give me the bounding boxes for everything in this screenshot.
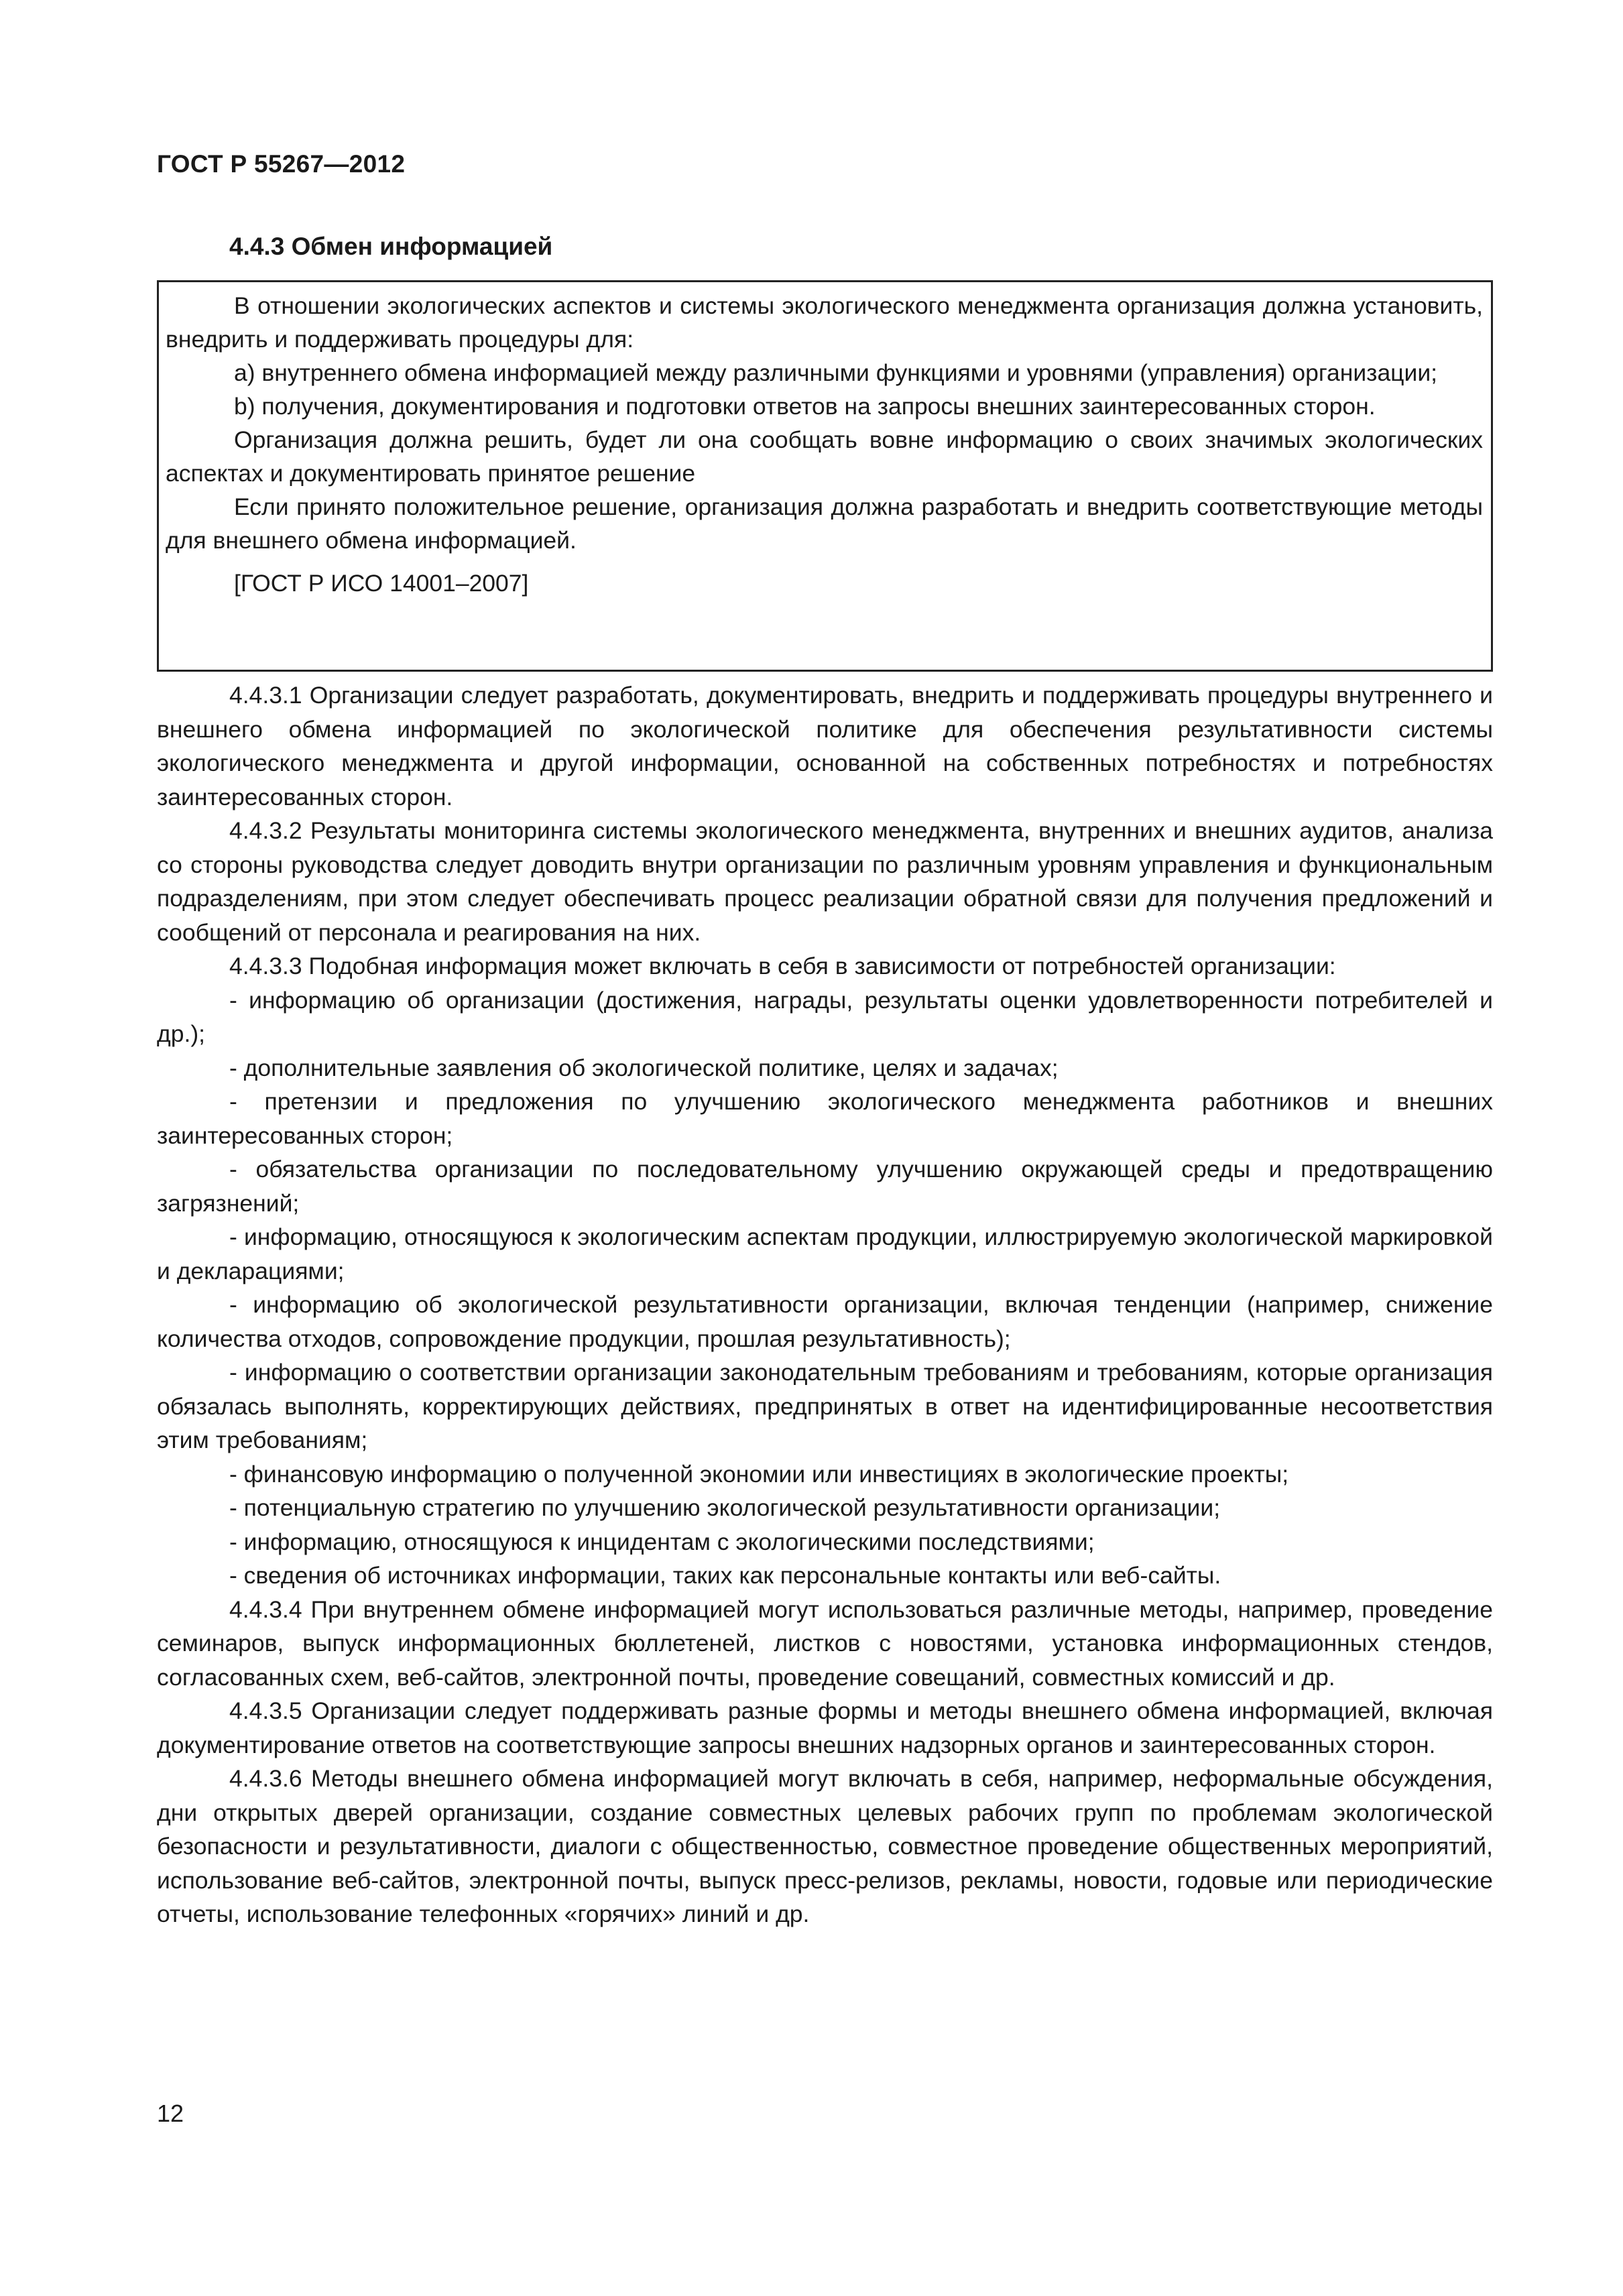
quote-paragraph: Если принято положительное решение, организация должна разработать и внедрить соответствующие методы для внешнего обмена информацией. (166, 493, 1483, 554)
body-text (157, 678, 1493, 1931)
quote-reference: [ГОСТ Р ИСО 14001–2007] (234, 570, 529, 597)
body-paragraph: 4.4.3.5 Организации следует поддерживать разные формы и методы внешнего обмена информацией, включая документирование ответов на соответствующие запросы внешних надзорных органов и заинтересованных сторон. (157, 1697, 1493, 1758)
body-paragraph: 4.4.3.4 При внутреннем обмене информацией могут использоваться различные методы, например, проведение семинаров, выпуск информационных бюллетеней, листков с новостями, установка информационных стендов, согласованных схем, веб-сайтов, электронной почты, проведение совещаний, совместных комиссий и др. (157, 1595, 1493, 1691)
list-item: - информацию о соответствии организации законодательным требованиям и требованиям, которые организация обязалась выполнять, корректирующих действиях, предпринятых в ответ на идентифицированные несоответствия этим требованиям; (157, 1359, 1493, 1453)
body-paragraph: 4.4.3.1 Организации следует разработать, документировать, внедрить и поддерживать процедуры внутреннего и внешнего обмена информацией по экологической политике для обеспечения результативности системы экологического менеджмента и другой информации, основанной на собственных потребностях и потребностях заинтересованных сторон. (157, 682, 1493, 810)
list-item: - информацию, относящуюся к экологическим аспектам продукции, иллюстрируемую экологической маркировкой и декларациями; (157, 1223, 1493, 1284)
list-item: - информацию об экологической результативности организации, включая тенденции (например, снижение количества отходов, сопровождение продукции, прошлая результативность); (157, 1291, 1493, 1352)
list-item: - информацию об организации (достижения, награды, результаты оценки удовлетворенности потребителей и др.); (157, 986, 1493, 1047)
body-paragraph: 4.4.3.6 Методы внешнего обмена информацией могут включать в себя, например, неформальные обсуждения, дни открытых дверей организации, создание совместных целевых рабочих групп по проблемам экологической безопасности и результативности, диалоги с общественностью, совместное проведение общественных мероприятий, использование веб-сайтов, электронной почты, выпуск пресс-релизов, рекламы, новости, годовые или периодические отчеты, использование телефонных «горячих» линий и др. (157, 1765, 1493, 1927)
list-item: - обязательства организации по последовательному улучшению окружающей среды и предотвращению загрязнений; (157, 1156, 1493, 1217)
list-item: - информацию, относящуюся к инцидентам с экологическими последствиями; (229, 1528, 1095, 1555)
quote-paragraph: Организация должна решить, будет ли она сообщать вовне информацию о своих значимых экологических аспектах и документировать принятое решение (166, 426, 1483, 487)
list-item: - дополнительные заявления об экологической политике, целях и задачах; (229, 1054, 1059, 1081)
list-item: - сведения об источниках информации, таких как персональные контакты или веб-сайты. (229, 1562, 1221, 1589)
quote-paragraph: b) получения, документирования и подготовки ответов на запросы внешних заинтересованных сторон. (234, 393, 1376, 420)
list-item: - финансовую информацию о полученной экономии или инвестициях в экологические проекты; (229, 1460, 1289, 1488)
list-item: - претензии и предложения по улучшению экологического менеджмента работников и внешних заинтересованных сторон; (157, 1088, 1493, 1149)
body-paragraph: 4.4.3.2 Результаты мониторинга системы экологического менеджмента, внутренних и внешних аудитов, анализа со стороны руководства следует доводить внутри организации по различным уровням управления и функциональным подразделениям, при этом следует обеспечивать процесс реализации обратной связи для получения предложений и сообщений от персонала и реагирования на них. (157, 817, 1493, 946)
quote-paragraph: a) внутреннего обмена информацией между различными функциями и уровнями (управления) организации; (234, 359, 1438, 386)
body-paragraph: 4.4.3.3 Подобная информация может включать в себя в зависимости от потребностей организации: (229, 953, 1336, 979)
document-id: ГОСТ Р 55267—2012 (157, 150, 406, 178)
list-item: - потенциальную стратегию по улучшению экологической результативности организации; (229, 1494, 1221, 1521)
section-title: 4.4.3 Обмен информацией (229, 233, 553, 260)
quote-paragraph: В отношении экологических аспектов и системы экологического менеджмента организация должна установить, внедрить и поддерживать процедуры для: (166, 292, 1483, 353)
page-number: 12 (157, 2100, 184, 2127)
quoted-standard-box (157, 280, 1493, 672)
